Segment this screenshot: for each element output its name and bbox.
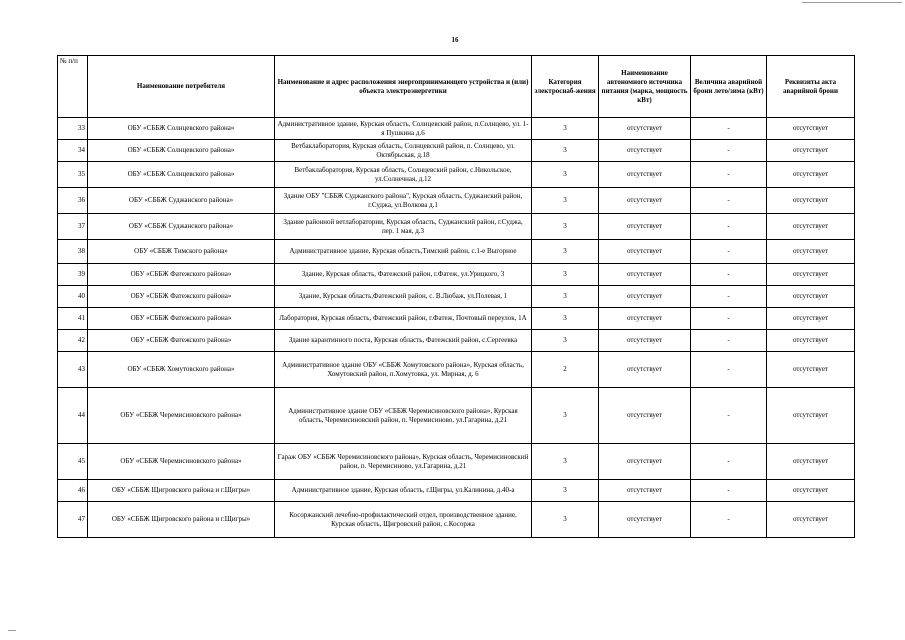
reserve-value: - bbox=[691, 162, 767, 188]
table-row bbox=[58, 352, 855, 388]
act-details: отсутствует bbox=[767, 286, 855, 308]
object-address: Здание районной ветлаборатории, Курская область, Суджанский район, г.Суджа, пер. 1 мая, д.3 bbox=[275, 214, 532, 240]
object-address: Косоржанский лечебно-профилактический отдел, производственное здание, Курская область, Щигровский район, с.Косоржа bbox=[275, 502, 532, 538]
supply-category: 3 bbox=[532, 502, 599, 538]
table-row bbox=[58, 140, 855, 162]
supply-category: 3 bbox=[532, 286, 599, 308]
object-address: Ветбаклаборатория, Курская область, Солнцевский район, с.Никольское, ул.Солнечная, д.12 bbox=[275, 162, 532, 188]
row-number: 46 bbox=[58, 480, 88, 502]
power-source: отсутствует bbox=[599, 240, 691, 264]
consumers-table bbox=[57, 55, 855, 538]
supply-category: 3 bbox=[532, 118, 599, 140]
reserve-value: - bbox=[691, 502, 767, 538]
table-row bbox=[58, 330, 855, 352]
consumer-name: ОБУ «СББЖ Солнцевского района» bbox=[88, 140, 275, 162]
object-address: Здание, Курская область, Фатежский район, г.Фатеж, ул.Урицкого, 3 bbox=[275, 264, 532, 286]
power-source: отсутствует bbox=[599, 286, 691, 308]
row-number: 39 bbox=[58, 264, 88, 286]
power-source: отсутствует bbox=[599, 308, 691, 330]
reserve-value: - bbox=[691, 330, 767, 352]
reserve-value: - bbox=[691, 264, 767, 286]
reserve-value: - bbox=[691, 308, 767, 330]
col-header-power-source: Наименование автономного источника питания (марка, мощность кВт) bbox=[599, 56, 691, 118]
act-details: отсутствует bbox=[767, 264, 855, 286]
power-source: отсутствует bbox=[599, 444, 691, 480]
power-source: отсутствует bbox=[599, 330, 691, 352]
act-details: отсутствует bbox=[767, 444, 855, 480]
reserve-value: - bbox=[691, 140, 767, 162]
col-header-consumer: Наименование потребителя bbox=[88, 56, 275, 118]
consumer-name: ОБУ «СББЖ Щигровского района и г.Щигры» bbox=[88, 502, 275, 538]
consumer-name: ОБУ «СББЖ Фатежского района» bbox=[88, 308, 275, 330]
row-number: 38 bbox=[58, 240, 88, 264]
page-number: 16 bbox=[451, 36, 459, 44]
row-number: 36 bbox=[58, 188, 88, 214]
object-address: Административное здание, Курская область, Солнцевский район, п.Солнцево, ул. 1-я Пушкина д.6 bbox=[275, 118, 532, 140]
supply-category: 2 bbox=[532, 352, 599, 388]
col-header-reserve: Величина аварийной брони лето/зима (кВт) bbox=[691, 56, 767, 118]
act-details: отсутствует bbox=[767, 480, 855, 502]
reserve-value: - bbox=[691, 444, 767, 480]
row-number: 34 bbox=[58, 140, 88, 162]
object-address: Здание ОБУ "СББЖ Суджанского района", Курская область, Суджанский район, г.Суджа, ул.Волкова д.1 bbox=[275, 188, 532, 214]
act-details: отсутствует bbox=[767, 214, 855, 240]
col-header-category: Категория электроснаб-жения bbox=[532, 56, 599, 118]
row-number: 33 bbox=[58, 118, 88, 140]
reserve-value: - bbox=[691, 240, 767, 264]
row-number: 43 bbox=[58, 352, 88, 388]
table-row bbox=[58, 214, 855, 240]
top-edge-line bbox=[802, 2, 902, 3]
reserve-value: - bbox=[691, 214, 767, 240]
consumer-name: ОБУ «СББЖ Фатежского района» bbox=[88, 286, 275, 308]
power-source: отсутствует bbox=[599, 388, 691, 444]
supply-category: 3 bbox=[532, 330, 599, 352]
col-header-address: Наименование и адрес расположения энергопринимающего устройства и (или) объекта электроэнергетики bbox=[275, 56, 532, 118]
table-row bbox=[58, 286, 855, 308]
reserve-value: - bbox=[691, 118, 767, 140]
act-details: отсутствует bbox=[767, 240, 855, 264]
power-source: отсутствует bbox=[599, 214, 691, 240]
table-row bbox=[58, 502, 855, 538]
consumer-name: ОБУ «СББЖ Фатежского района» bbox=[88, 264, 275, 286]
consumer-name: ОБУ «СББЖ Солнцевского района» bbox=[88, 118, 275, 140]
object-address: Административное здание ОБУ «СББЖ Черемисиновского района», Курская область, Черемисиновский район, п. Черемисиново, ул.Гагарина, д.21 bbox=[275, 388, 532, 444]
object-address: Гараж ОБУ «СББЖ Черемисиновского района», Курская область, Черемисиновский район, п. Черемисиново, ул.Гагарина, д.21 bbox=[275, 444, 532, 480]
power-source: отсутствует bbox=[599, 352, 691, 388]
act-details: отсутствует bbox=[767, 140, 855, 162]
object-address: Административное здание, Курская область,Тимский район, с.1-е Выгорное bbox=[275, 240, 532, 264]
supply-category: 3 bbox=[532, 188, 599, 214]
table-row bbox=[58, 118, 855, 140]
power-source: отсутствует bbox=[599, 140, 691, 162]
row-number: 42 bbox=[58, 330, 88, 352]
reserve-value: - bbox=[691, 388, 767, 444]
supply-category: 3 bbox=[532, 264, 599, 286]
power-source: отсутствует bbox=[599, 118, 691, 140]
row-number: 35 bbox=[58, 162, 88, 188]
supply-category: 3 bbox=[532, 140, 599, 162]
consumer-name: ОБУ «СББЖ Солнцевского района» bbox=[88, 162, 275, 188]
supply-category: 3 bbox=[532, 480, 599, 502]
row-number: 37 bbox=[58, 214, 88, 240]
object-address: Лаборатория, Курская область, Фатежский район, г.Фатеж, Почтовый переулок, 1А bbox=[275, 308, 532, 330]
table-row bbox=[58, 188, 855, 214]
consumer-name: ОБУ «СББЖ Хомутовского района» bbox=[88, 352, 275, 388]
table-header-row bbox=[58, 56, 855, 118]
power-source: отсутствует bbox=[599, 188, 691, 214]
consumer-name: ОБУ «СББЖ Фатежского района» bbox=[88, 330, 275, 352]
table-row bbox=[58, 264, 855, 286]
act-details: отсутствует bbox=[767, 308, 855, 330]
table-body bbox=[58, 118, 855, 538]
supply-category: 3 bbox=[532, 214, 599, 240]
reserve-value: - bbox=[691, 286, 767, 308]
consumer-name: ОБУ «СББЖ Суджанского района» bbox=[88, 188, 275, 214]
row-number: 47 bbox=[58, 502, 88, 538]
act-details: отсутствует bbox=[767, 352, 855, 388]
supply-category: 3 bbox=[532, 162, 599, 188]
object-address: Здание, Курская область,Фатежский район, с. В.Любаж, ул.Полевая, 1 bbox=[275, 286, 532, 308]
object-address: Ветбаклаборатория, Курская область, Солнцевский район, п. Солнцево, ул. Октябрьская, д.18 bbox=[275, 140, 532, 162]
row-number: 45 bbox=[58, 444, 88, 480]
reserve-value: - bbox=[691, 188, 767, 214]
table-row bbox=[58, 240, 855, 264]
act-details: отсутствует bbox=[767, 118, 855, 140]
act-details: отсутствует bbox=[767, 162, 855, 188]
consumer-name: ОБУ «СББЖ Черемисиновского района» bbox=[88, 388, 275, 444]
row-number: 40 bbox=[58, 286, 88, 308]
power-source: отсутствует bbox=[599, 480, 691, 502]
supply-category: 3 bbox=[532, 444, 599, 480]
table-row bbox=[58, 444, 855, 480]
supply-category: 3 bbox=[532, 388, 599, 444]
margin-mark bbox=[8, 630, 16, 631]
act-details: отсутствует bbox=[767, 330, 855, 352]
object-address: Административное здание, Курская область, г.Щигры, ул.Калинина, д.40-а bbox=[275, 480, 532, 502]
supply-category: 3 bbox=[532, 240, 599, 264]
reserve-value: - bbox=[691, 480, 767, 502]
row-number: 44 bbox=[58, 388, 88, 444]
object-address: Здание карантинного поста, Курская область, Фатежский район, с.Сергеевка bbox=[275, 330, 532, 352]
object-address: Административное здание ОБУ «СББЖ Хомутовского района», Курская область, Хомутовский район, п.Хомутовка, ул. Мирная, д. 6 bbox=[275, 352, 532, 388]
power-source: отсутствует bbox=[599, 162, 691, 188]
col-header-number: № п/п bbox=[58, 56, 88, 118]
table-row bbox=[58, 388, 855, 444]
reserve-value: - bbox=[691, 352, 767, 388]
consumer-name: ОБУ «СББЖ Тимского района» bbox=[88, 240, 275, 264]
act-details: отсутствует bbox=[767, 502, 855, 538]
table-row bbox=[58, 308, 855, 330]
col-header-act: Реквизиты акта аварийной брони bbox=[767, 56, 855, 118]
supply-category: 3 bbox=[532, 308, 599, 330]
act-details: отсутствует bbox=[767, 388, 855, 444]
table-row bbox=[58, 162, 855, 188]
consumer-name: ОБУ «СББЖ Суджанского района» bbox=[88, 214, 275, 240]
consumer-name: ОБУ «СББЖ Щигровского района и г.Щигры» bbox=[88, 480, 275, 502]
power-source: отсутствует bbox=[599, 502, 691, 538]
consumer-name: ОБУ «СББЖ Черемисиновского района» bbox=[88, 444, 275, 480]
act-details: отсутствует bbox=[767, 188, 855, 214]
power-source: отсутствует bbox=[599, 264, 691, 286]
row-number: 41 bbox=[58, 308, 88, 330]
table-row bbox=[58, 480, 855, 502]
